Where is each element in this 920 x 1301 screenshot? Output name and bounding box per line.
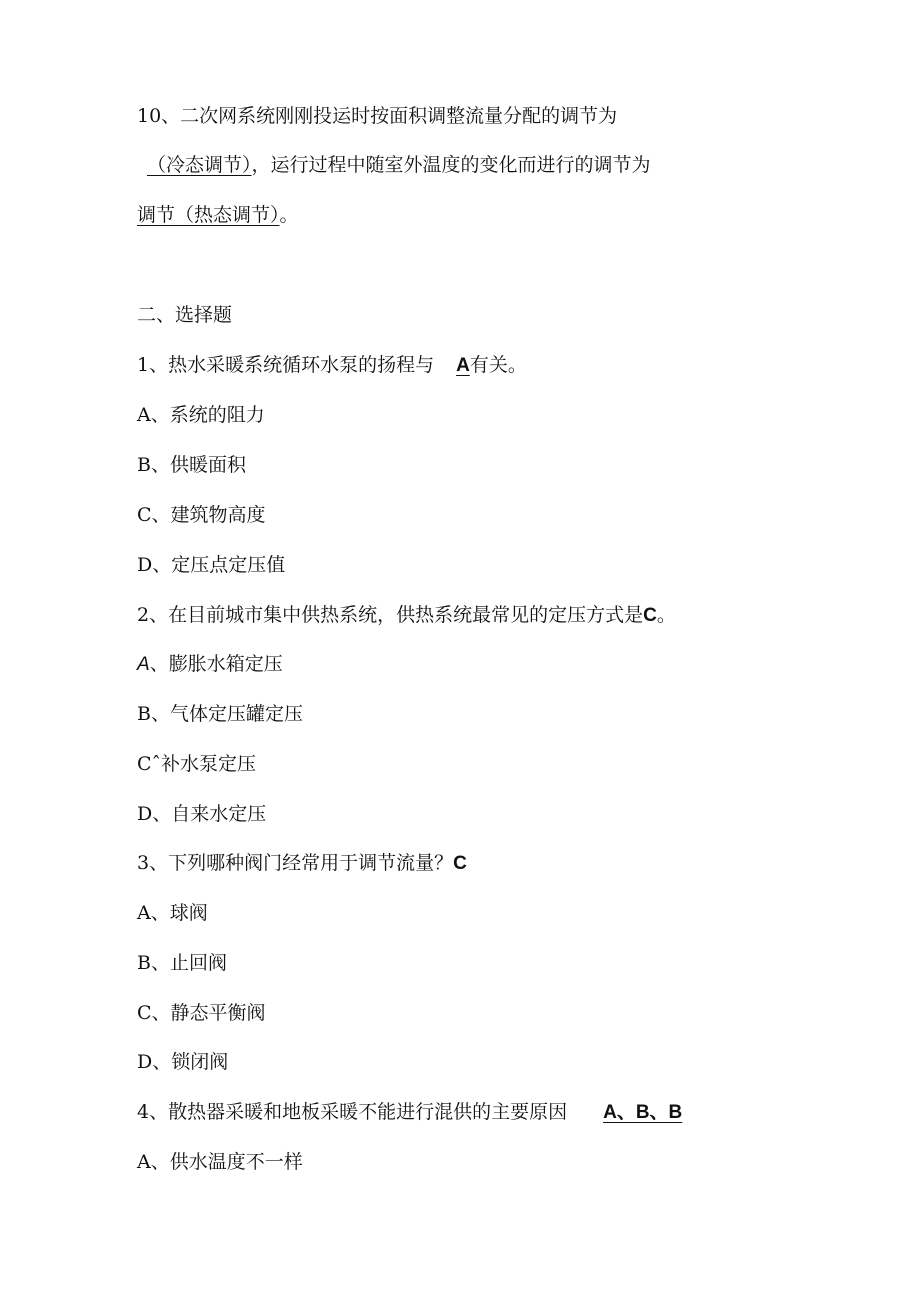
q10-blank-hot-answer: 调节（热态调节） [137,204,280,226]
question-3-stem [137,851,467,876]
question-2-text: 2、在目前城市集中供热系统，供热系统最常见的定压方式是 [137,604,644,626]
question-2-answer: C [643,605,657,626]
question-2-option-c: Cˆ补水泵定压 [137,753,257,775]
question-4-stem [137,1100,682,1125]
question-3-option-c: C、静态平衡阀 [137,1002,266,1024]
section-title: 二、选择题 [137,304,233,326]
question-4-option-a: A、供水温度不一样 [137,1151,303,1173]
q10-line-3 [137,203,299,227]
q10-line-2 [137,153,651,177]
question-3-option-a: A、球阀 [137,902,208,924]
q10-text-3: 。 [279,204,299,226]
q10-line-1 [137,104,617,128]
q10-blank-cold-answer: （冷态调节） [147,154,252,176]
question-2-option-b: B、气体定压罐定压 [137,703,303,725]
question-2-stem [137,603,676,628]
question-3-text: 3、下列哪种阀门经常用于调节流量？ [137,852,454,874]
q10-text-2: ，运行过程中随室外温度的变化而进行的调节为 [251,154,651,176]
question-3-option-b: B、止回阀 [137,952,227,974]
question-1-tail: 有关。 [469,354,527,376]
question-1-option-b: B、供暖面积 [137,454,246,476]
question-2-option-a [137,652,283,677]
question-2-tail: 。 [656,604,676,626]
question-2-option-a-text: 、膨胀水箱定压 [149,653,283,675]
question-2-option-a-letter: A [137,654,150,675]
question-4-answer: A、B、B [603,1102,683,1123]
question-2-option-d: D、自来水定压 [137,803,267,825]
question-1-option-a: A、系统的阻力 [137,404,265,426]
q10-text-1: 10、二次网系统刚刚投运时按面积调整流量分配的调节为 [137,105,618,127]
question-1-answer: A [456,355,470,376]
question-1-stem [137,353,527,378]
question-3-answer: C [453,853,467,874]
question-3-option-d: D、锁闭阀 [137,1051,229,1073]
question-4-text: 4、散热器采暖和地板采暖不能进行混供的主要原因 [137,1101,568,1123]
question-1-option-d: D、定压点定压值 [137,554,286,576]
question-1-option-c: C、建筑物高度 [137,504,266,526]
question-1-text: 1、热水采暖系统循环水泵的扬程与 [137,354,435,376]
